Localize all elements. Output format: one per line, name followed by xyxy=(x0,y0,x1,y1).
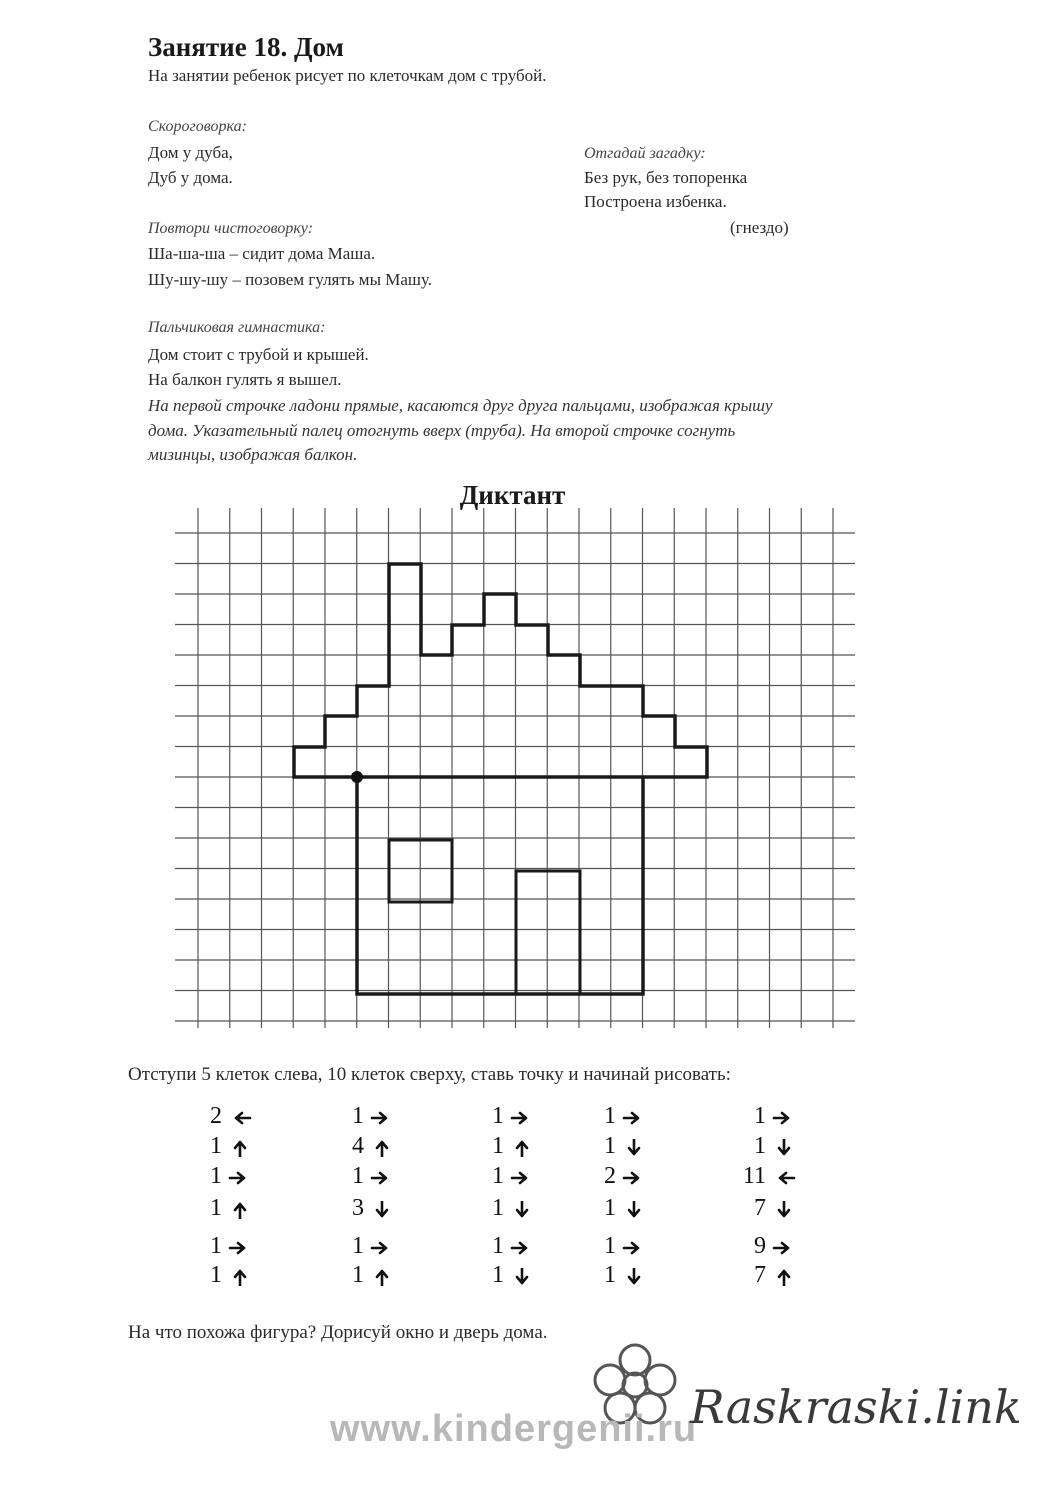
arrow-up-icon xyxy=(228,1268,252,1286)
step-count: 1 xyxy=(210,1195,222,1221)
dictation-step xyxy=(462,1195,552,1225)
finger-gym-line-2: На балкон гулять я вышел. xyxy=(148,370,342,389)
dictation-step xyxy=(574,1233,664,1263)
arrow-up-icon xyxy=(370,1139,394,1157)
step-count: 4 xyxy=(352,1133,364,1159)
arrow-down-icon xyxy=(370,1201,394,1219)
step-count: 1 xyxy=(210,1233,222,1259)
arrow-down-icon xyxy=(772,1201,796,1219)
dictation-step xyxy=(462,1133,552,1163)
dictation-step xyxy=(180,1103,270,1133)
arrow-right-icon xyxy=(622,1239,646,1257)
step-count: 1 xyxy=(352,1163,364,1189)
finger-gym-note-2: дома. Указательный палец отогнуть вверх (труба). На второй строчке согнуть xyxy=(148,421,736,440)
dictation-step xyxy=(322,1195,412,1225)
house-walls xyxy=(357,777,643,994)
start-point xyxy=(351,771,363,783)
step-count: 1 xyxy=(492,1103,504,1129)
step-count: 1 xyxy=(492,1163,504,1189)
arrow-right-icon xyxy=(510,1239,534,1257)
dictation-step xyxy=(180,1133,270,1163)
clean-speech-line-2: Шу-шу-шу – позовем гулять мы Машу. xyxy=(148,270,433,289)
arrow-right-icon xyxy=(510,1169,534,1187)
step-count: 1 xyxy=(604,1262,616,1288)
step-count: 1 xyxy=(604,1233,616,1259)
dictation-step xyxy=(322,1233,412,1263)
dictant-title: Диктант xyxy=(459,480,566,510)
brand-logo-text: Raskraski.link xyxy=(690,1380,1022,1434)
riddle-label: Отгадай загадку: xyxy=(584,145,706,162)
page-title: Занятие 18. Дом xyxy=(148,32,344,62)
step-count: 1 xyxy=(492,1233,504,1259)
arrow-right-icon xyxy=(370,1169,394,1187)
tongue-twister-label: Скороговорка: xyxy=(148,118,247,135)
dictation-step xyxy=(462,1262,552,1292)
dictation-step xyxy=(724,1195,814,1225)
step-count: 3 xyxy=(352,1195,364,1221)
step-count: 1 xyxy=(352,1233,364,1259)
riddle-line-2: Построена избенка. xyxy=(584,192,727,211)
step-count: 1 xyxy=(210,1262,222,1288)
step-count: 11 xyxy=(742,1163,766,1189)
dictant-question: На что похожа фигура? Дорисуй окно и дверь дома. xyxy=(128,1322,548,1343)
dictation-step xyxy=(574,1163,664,1193)
riddle-line-1: Без рук, без топоренка xyxy=(584,168,748,187)
arrow-down-icon xyxy=(510,1268,534,1286)
arrow-up-icon xyxy=(228,1201,252,1219)
arrow-up-icon xyxy=(510,1139,534,1157)
dictation-step xyxy=(724,1262,814,1292)
arrow-left-icon xyxy=(228,1109,252,1127)
dictation-step xyxy=(724,1163,814,1193)
step-count: 2 xyxy=(210,1103,222,1129)
step-count: 1 xyxy=(754,1133,766,1159)
house-outline xyxy=(294,564,707,777)
finger-gym-note-1: На первой строчке ладони прямые, касаются друг друга пальцами, изображая крышу xyxy=(148,396,773,415)
arrow-down-icon xyxy=(622,1139,646,1157)
dictation-step xyxy=(724,1233,814,1263)
step-count: 1 xyxy=(210,1133,222,1159)
finger-gym-line-1: Дом стоит с трубой и крышей. xyxy=(148,345,369,364)
arrow-right-icon xyxy=(772,1239,796,1257)
clean-speech-label: Повтори чистоговорку: xyxy=(148,220,314,237)
arrow-right-icon xyxy=(370,1239,394,1257)
dictation-step xyxy=(180,1163,270,1193)
arrow-down-icon xyxy=(622,1201,646,1219)
arrow-right-icon xyxy=(622,1169,646,1187)
dictation-step xyxy=(322,1103,412,1133)
dictation-step xyxy=(462,1163,552,1193)
step-count: 7 xyxy=(754,1262,766,1288)
step-count: 1 xyxy=(352,1103,364,1129)
tongue-twister-line-2: Дуб у дома. xyxy=(148,168,233,187)
dictation-step xyxy=(462,1233,552,1263)
page-subtitle: На занятии ребенок рисует по клеточкам дом с трубой. xyxy=(148,66,547,85)
dictation-step xyxy=(574,1195,664,1225)
arrow-down-icon xyxy=(622,1268,646,1286)
clean-speech-line-1: Ша-ша-ша – сидит дома Маша. xyxy=(148,244,376,263)
dictation-step xyxy=(724,1103,814,1133)
arrow-left-icon xyxy=(772,1169,796,1187)
arrow-right-icon xyxy=(370,1109,394,1127)
dictation-step xyxy=(322,1133,412,1163)
step-count: 1 xyxy=(754,1103,766,1129)
arrow-down-icon xyxy=(510,1201,534,1219)
arrow-right-icon xyxy=(772,1109,796,1127)
riddle-answer: (гнездо) xyxy=(730,218,789,237)
dictation-step xyxy=(724,1133,814,1163)
dictant-instruction: Отступи 5 клеток слева, 10 клеток сверху, ставь точку и начинай рисовать: xyxy=(128,1064,731,1085)
arrow-right-icon xyxy=(228,1239,252,1257)
dictation-step xyxy=(180,1233,270,1263)
dictation-step xyxy=(574,1103,664,1133)
step-count: 1 xyxy=(492,1133,504,1159)
dictation-step xyxy=(574,1262,664,1292)
step-count: 9 xyxy=(754,1233,766,1259)
arrow-right-icon xyxy=(228,1169,252,1187)
arrow-up-icon xyxy=(228,1139,252,1157)
step-count: 7 xyxy=(754,1195,766,1221)
arrow-down-icon xyxy=(772,1139,796,1157)
dictation-step xyxy=(322,1262,412,1292)
dictation-step xyxy=(574,1133,664,1163)
watermark-url: www.kindergenii.ru xyxy=(330,1408,698,1450)
step-count: 1 xyxy=(604,1133,616,1159)
arrow-right-icon xyxy=(622,1109,646,1127)
arrow-up-icon xyxy=(370,1268,394,1286)
dictation-step xyxy=(180,1195,270,1225)
arrow-up-icon xyxy=(772,1268,796,1286)
step-count: 2 xyxy=(604,1163,616,1189)
arrow-right-icon xyxy=(510,1109,534,1127)
step-count: 1 xyxy=(352,1262,364,1288)
step-count: 1 xyxy=(492,1195,504,1221)
step-count: 1 xyxy=(210,1163,222,1189)
finger-gym-note-3: мизинцы, изображая балкон. xyxy=(148,445,358,464)
step-count: 1 xyxy=(604,1195,616,1221)
dictation-step xyxy=(322,1163,412,1193)
house-door xyxy=(516,871,580,994)
dictation-step xyxy=(180,1262,270,1292)
finger-gym-label: Пальчиковая гимнастика: xyxy=(148,319,326,336)
step-count: 1 xyxy=(492,1262,504,1288)
step-count: 1 xyxy=(604,1103,616,1129)
dictation-step xyxy=(462,1103,552,1133)
tongue-twister-line-1: Дом у дуба, xyxy=(148,143,233,162)
